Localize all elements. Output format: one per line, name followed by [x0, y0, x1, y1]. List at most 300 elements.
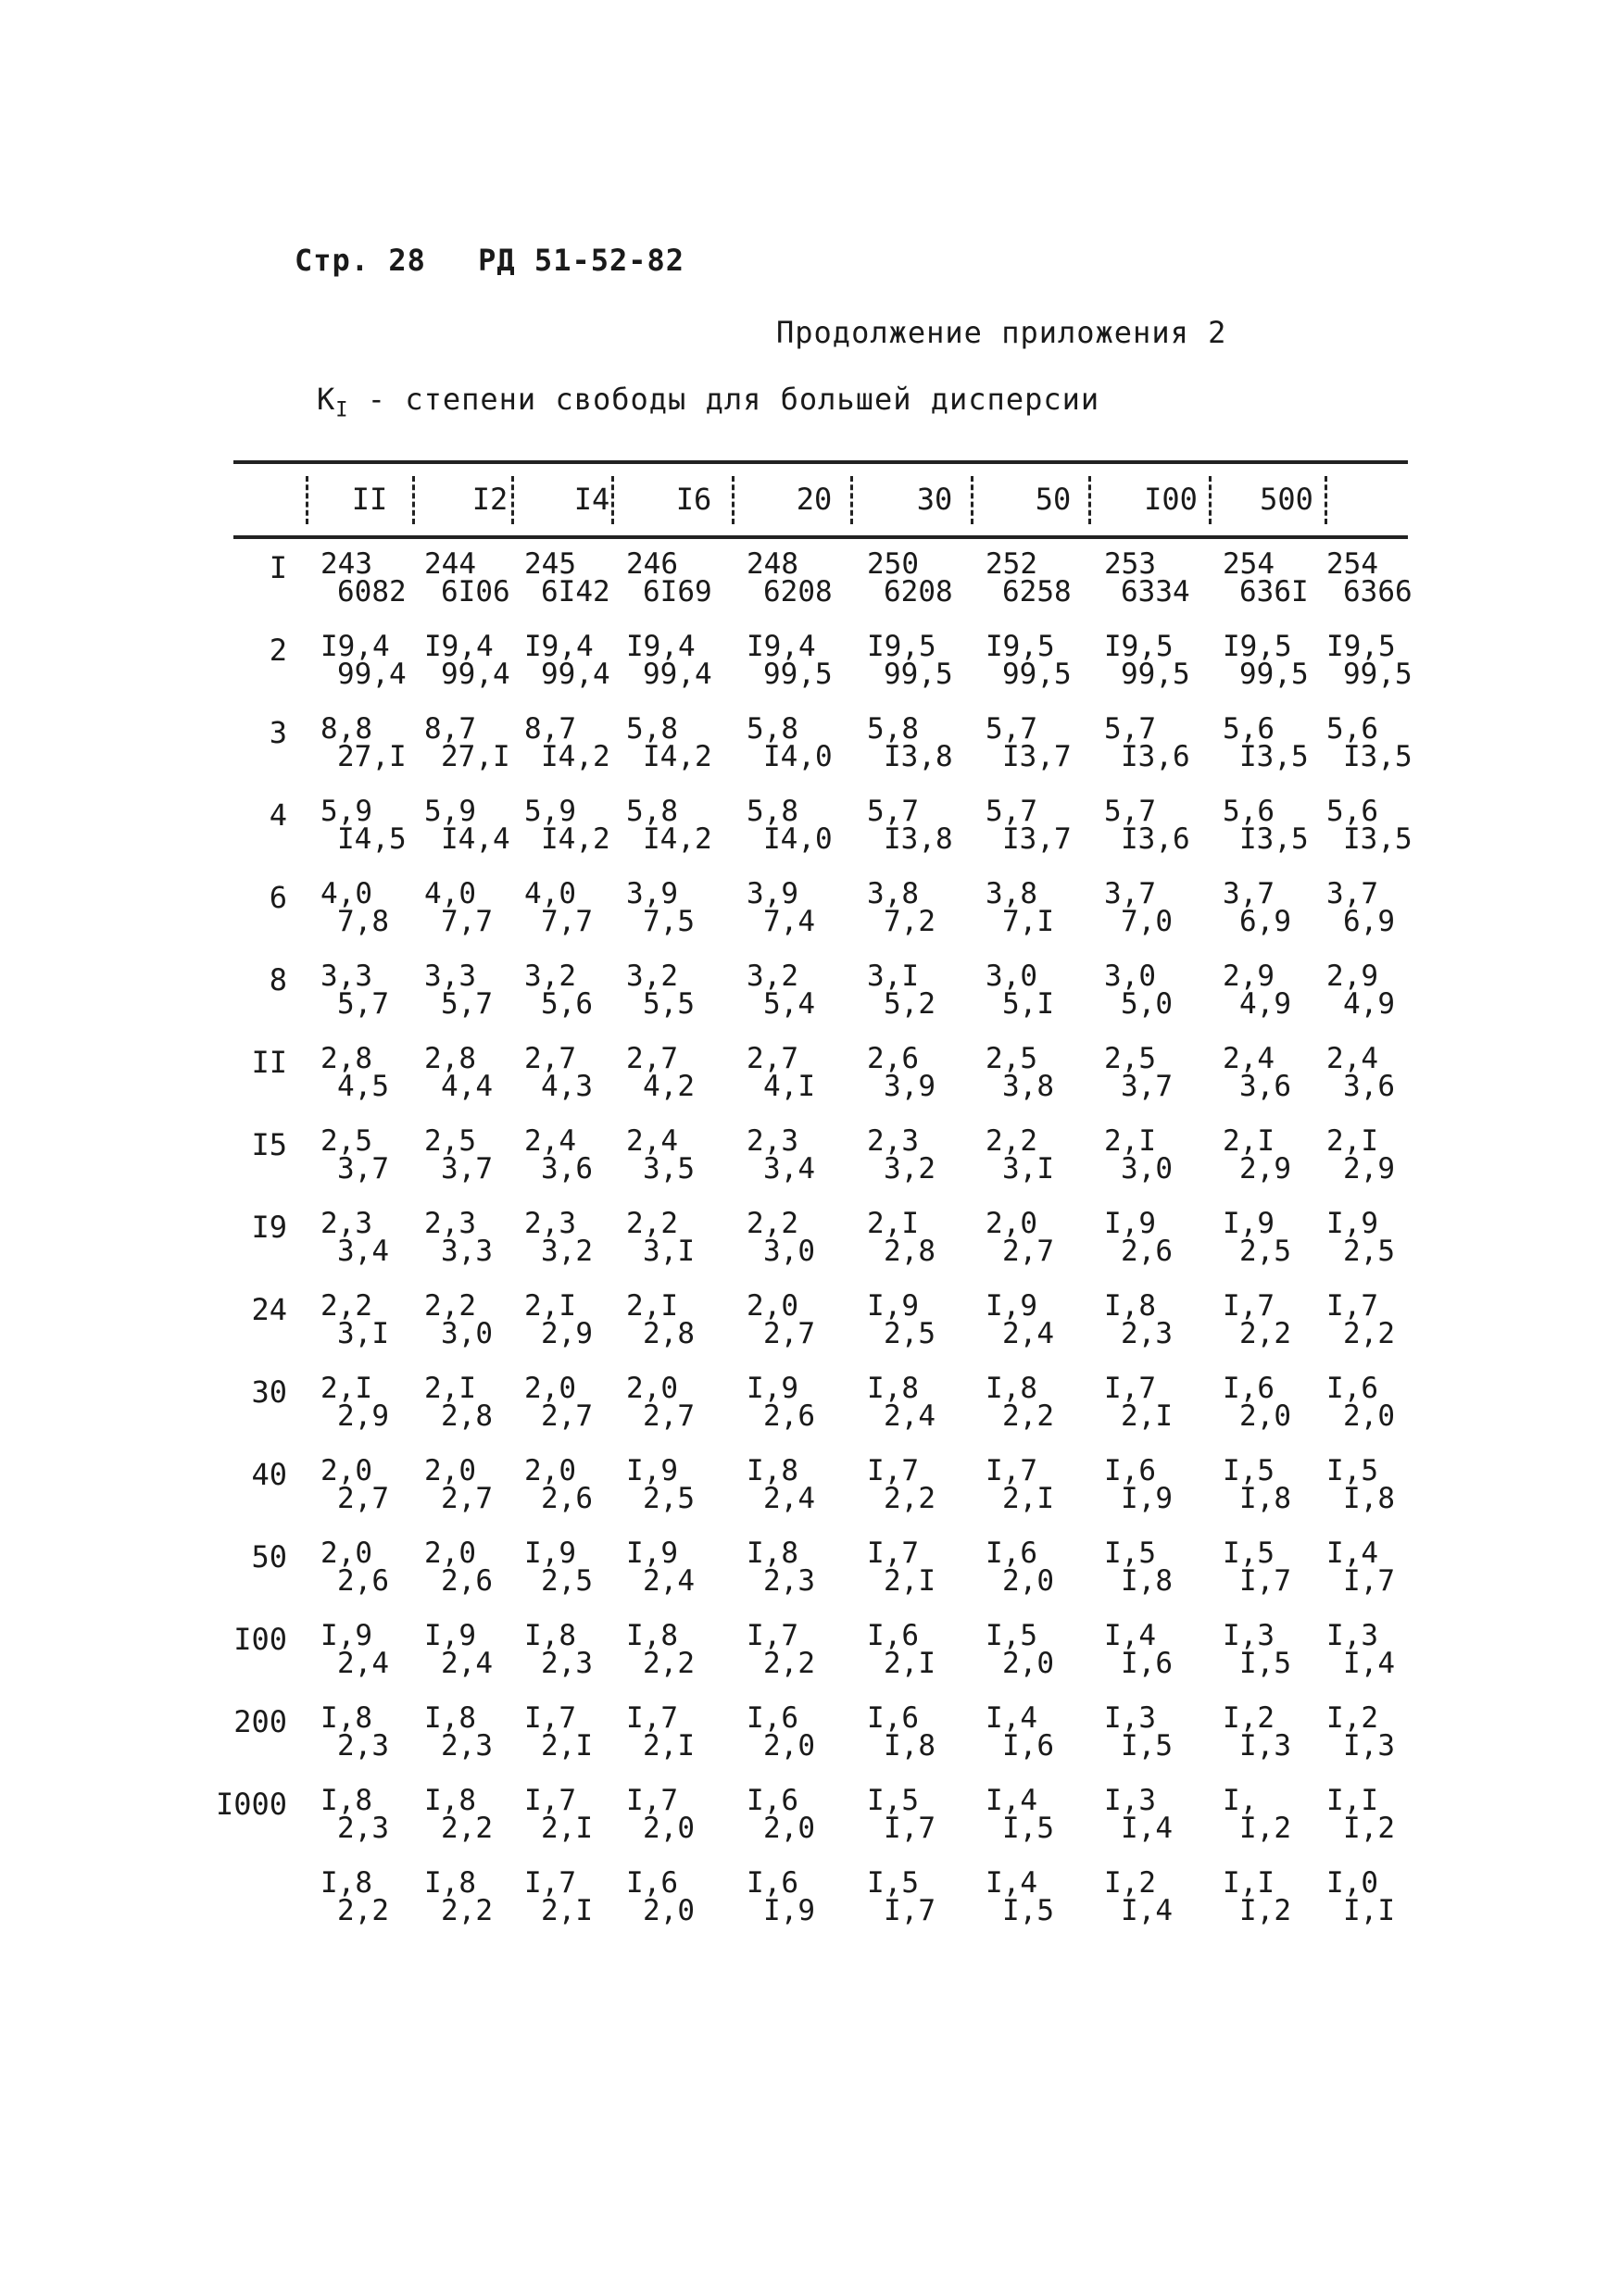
table-cell	[524, 545, 634, 626]
row-label: II	[251, 1045, 287, 1080]
cell-value-5pct: 5,7	[986, 795, 1037, 828]
cell-value-5pct: 3,0	[1104, 960, 1156, 993]
cell-value-5pct: I,9	[747, 1372, 798, 1405]
cell-value-5pct: 2,0	[320, 1537, 372, 1570]
table-cell	[867, 1534, 976, 1615]
table-cell	[320, 1286, 430, 1368]
cell-value-1pct: 2,4	[763, 1482, 815, 1515]
cell-value-5pct: 5,9	[424, 795, 476, 828]
cell-value-1pct: 2,2	[884, 1482, 936, 1515]
table-cell	[524, 1039, 634, 1121]
cell-value-1pct: 2,3	[1121, 1317, 1173, 1350]
cell-value-1pct: I4,4	[441, 822, 510, 856]
table-cell	[626, 545, 735, 626]
cell-value-1pct: 3,6	[541, 1152, 593, 1186]
cell-value-1pct: I4,2	[643, 822, 712, 856]
table-cell	[986, 792, 1095, 873]
cell-value-5pct: I,7	[867, 1537, 919, 1570]
cell-value-5pct: 8,7	[524, 712, 576, 746]
cell-value-1pct: I,3	[1239, 1729, 1291, 1763]
cell-value-5pct: 2,0	[524, 1454, 576, 1487]
cell-value-1pct: 2,0	[763, 1729, 815, 1763]
cell-value-5pct: 2,8	[424, 1042, 476, 1075]
cell-value-1pct: 2,I	[884, 1647, 936, 1680]
cell-value-1pct: 2,0	[763, 1812, 815, 1845]
cell-value-1pct: 2,9	[337, 1399, 389, 1433]
cell-value-1pct: 4,9	[1239, 987, 1291, 1021]
cell-value-5pct: 2,4	[1326, 1042, 1378, 1075]
cell-value-1pct: 2,I	[541, 1729, 593, 1763]
cell-value-1pct: I,5	[1002, 1894, 1054, 1927]
table-cell	[1326, 1369, 1436, 1450]
table-header-rule	[233, 535, 1408, 539]
cell-value-5pct: I,9	[1326, 1207, 1378, 1240]
cell-value-5pct: I9,4	[424, 630, 494, 663]
cell-value-5pct: I,6	[986, 1537, 1037, 1570]
table-cell	[986, 1781, 1095, 1863]
table-row	[206, 957, 1428, 1038]
table-cell	[524, 1781, 634, 1863]
table-cell	[1223, 1451, 1332, 1533]
cell-value-1pct: 99,4	[337, 658, 407, 691]
cell-value-1pct: 2,0	[1343, 1399, 1395, 1433]
table-cell	[867, 1369, 976, 1450]
table-cell	[424, 545, 534, 626]
table-cell	[986, 545, 1095, 626]
table-cell	[1104, 1369, 1213, 1450]
cell-value-5pct: I,5	[867, 1866, 919, 1900]
cell-value-1pct: 3,6	[1343, 1070, 1395, 1103]
table-cell	[867, 792, 976, 873]
cell-value-1pct: I,7	[884, 1894, 936, 1927]
page-header	[295, 243, 718, 278]
cell-value-1pct: 2,0	[1239, 1399, 1291, 1433]
cell-value-1pct: I,8	[884, 1729, 936, 1763]
cell-value-1pct: I3,8	[884, 822, 953, 856]
cell-value-5pct: I,6	[1104, 1454, 1156, 1487]
table-cell	[320, 1863, 430, 1945]
cell-value-5pct: 3,9	[626, 877, 678, 910]
cell-value-1pct: 99,4	[643, 658, 712, 691]
document-code: РД 51-52-82	[478, 243, 685, 278]
cell-value-1pct: 4,5	[337, 1070, 389, 1103]
table-cell	[747, 957, 856, 1038]
cell-value-5pct: 4,0	[320, 877, 372, 910]
cell-value-5pct: 2,5	[1104, 1042, 1156, 1075]
table-cell	[1326, 1451, 1436, 1533]
cell-value-1pct: 2,7	[441, 1482, 493, 1515]
cell-value-1pct: 99,4	[441, 658, 510, 691]
cell-value-5pct: I9,5	[1326, 630, 1396, 663]
cell-value-1pct: I,7	[1343, 1564, 1395, 1598]
table-cell	[1104, 1204, 1213, 1286]
cell-value-1pct: I4,0	[763, 822, 833, 856]
table-cell	[626, 709, 735, 791]
table-cell	[747, 1534, 856, 1615]
table-cell	[320, 1699, 430, 1780]
cell-value-1pct: I,5	[1239, 1647, 1291, 1680]
cell-value-1pct: I,8	[1343, 1482, 1395, 1515]
table-cell	[747, 1369, 856, 1450]
cell-value-5pct: 5,6	[1223, 795, 1275, 828]
cell-value-1pct: 3,I	[643, 1235, 695, 1268]
cell-value-1pct: I4,2	[541, 822, 610, 856]
table-cell	[986, 1699, 1095, 1780]
table-cell	[1223, 1039, 1332, 1121]
table-cell	[524, 1616, 634, 1698]
cell-value-5pct: 5,7	[1104, 795, 1156, 828]
cell-value-1pct: 2,5	[541, 1564, 593, 1598]
cell-value-5pct: 2,I	[1326, 1124, 1378, 1158]
cell-value-1pct: I3,7	[1002, 822, 1072, 856]
table-cell	[320, 957, 430, 1038]
cell-value-5pct: 2,0	[424, 1454, 476, 1487]
table-cell	[626, 1863, 735, 1945]
cell-value-5pct: 5,6	[1223, 712, 1275, 746]
cell-value-1pct: 2,7	[763, 1317, 815, 1350]
cell-value-1pct: I,6	[1002, 1729, 1054, 1763]
column-header-row	[233, 472, 1408, 530]
table-cell	[1326, 1534, 1436, 1615]
table-cell	[626, 1204, 735, 1286]
cell-value-1pct: 7,7	[541, 905, 593, 938]
cell-value-5pct: I9,4	[320, 630, 390, 663]
cell-value-1pct: 2,2	[643, 1647, 695, 1680]
table-cell	[867, 1699, 976, 1780]
cell-value-1pct: 3,2	[884, 1152, 936, 1186]
cell-value-5pct: 2,I	[320, 1372, 372, 1405]
table-cell	[1223, 1616, 1332, 1698]
table-cell	[320, 1039, 430, 1121]
cell-value-5pct: I,8	[747, 1537, 798, 1570]
table-cell	[626, 1616, 735, 1698]
table-cell	[747, 1451, 856, 1533]
cell-value-1pct: I,9	[763, 1894, 815, 1927]
cell-value-5pct: 3,7	[1326, 877, 1378, 910]
cell-value-5pct: 2,I	[626, 1289, 678, 1323]
column-header: II	[351, 482, 388, 517]
cell-value-5pct: 5,6	[1326, 712, 1378, 746]
table-row	[206, 1699, 1428, 1780]
cell-value-1pct: 6366	[1343, 575, 1413, 609]
table-cell	[1223, 1781, 1332, 1863]
table-cell	[524, 1699, 634, 1780]
cell-value-5pct: I,9	[1223, 1207, 1275, 1240]
cell-value-5pct: I,8	[424, 1866, 476, 1900]
table-cell	[320, 1369, 430, 1450]
row-label: I000	[215, 1787, 287, 1822]
cell-value-1pct: I3,6	[1121, 822, 1190, 856]
cell-value-1pct: I,2	[1343, 1812, 1395, 1845]
cell-value-5pct: I,5	[1223, 1537, 1275, 1570]
table-cell	[424, 1451, 534, 1533]
cell-value-1pct: 4,9	[1343, 987, 1395, 1021]
table-cell	[626, 1122, 735, 1203]
table-cell	[1104, 1699, 1213, 1780]
cell-value-1pct: 2,6	[337, 1564, 389, 1598]
cell-value-1pct: I3,5	[1343, 740, 1413, 773]
cell-value-1pct: 4,4	[441, 1070, 493, 1103]
table-row	[206, 1286, 1428, 1368]
table-cell	[986, 1616, 1095, 1698]
table-cell	[320, 1451, 430, 1533]
table-cell	[1104, 545, 1213, 626]
table-row	[206, 874, 1428, 956]
cell-value-1pct: 2,3	[441, 1729, 493, 1763]
table-cell	[1104, 1781, 1213, 1863]
table-cell	[424, 709, 534, 791]
cell-value-1pct: 99,5	[763, 658, 833, 691]
cell-value-5pct: 5,8	[626, 712, 678, 746]
table-cell	[747, 1204, 856, 1286]
cell-value-5pct: 5,7	[986, 712, 1037, 746]
cell-value-5pct: 5,9	[320, 795, 372, 828]
cell-value-1pct: 2,9	[1343, 1152, 1395, 1186]
cell-value-5pct: I,8	[320, 1701, 372, 1735]
cell-value-5pct: I,7	[1326, 1289, 1378, 1323]
cell-value-5pct: 2,2	[747, 1207, 798, 1240]
cell-value-1pct: 27,I	[337, 740, 407, 773]
cell-value-5pct: 2,3	[867, 1124, 919, 1158]
table-cell	[986, 1863, 1095, 1945]
cell-value-1pct: 2,2	[1002, 1399, 1054, 1433]
cell-value-5pct: I,	[1223, 1784, 1258, 1817]
cell-value-1pct: 2,2	[1239, 1317, 1291, 1350]
cell-value-5pct: I,5	[1326, 1454, 1378, 1487]
row-label: 40	[251, 1457, 287, 1492]
table-cell	[1104, 709, 1213, 791]
cell-value-5pct: 253	[1104, 547, 1156, 581]
table-cell	[1223, 792, 1332, 873]
cell-value-5pct: 245	[524, 547, 576, 581]
table-row	[206, 1781, 1428, 1863]
table-row	[206, 1863, 1428, 1945]
table-row	[206, 1369, 1428, 1450]
row-label: 3	[269, 715, 287, 750]
cell-value-1pct: 2,6	[441, 1564, 493, 1598]
cell-value-1pct: 2,8	[441, 1399, 493, 1433]
cell-value-1pct: I3,8	[884, 740, 953, 773]
cell-value-5pct: I,6	[1326, 1372, 1378, 1405]
cell-value-1pct: 2,7	[337, 1482, 389, 1515]
cell-value-5pct: I,7	[524, 1866, 576, 1900]
cell-value-1pct: 2,3	[763, 1564, 815, 1598]
cell-value-1pct: I4,2	[643, 740, 712, 773]
row-label: 24	[251, 1292, 287, 1327]
cell-value-1pct: I,2	[1239, 1894, 1291, 1927]
cell-value-5pct: I9,5	[867, 630, 936, 663]
table-cell	[524, 1451, 634, 1533]
cell-value-1pct: 6258	[1002, 575, 1072, 609]
cell-value-1pct: 5,2	[884, 987, 936, 1021]
table-cell	[626, 874, 735, 956]
cell-value-5pct: I,3	[1104, 1701, 1156, 1735]
cell-value-5pct: I,8	[320, 1784, 372, 1817]
cell-value-5pct: 2,0	[320, 1454, 372, 1487]
table-cell	[986, 1534, 1095, 1615]
cell-value-1pct: 7,7	[441, 905, 493, 938]
table-cell	[986, 1369, 1095, 1450]
table-cell	[747, 627, 856, 709]
table-cell	[1223, 1699, 1332, 1780]
cell-value-5pct: I,7	[867, 1454, 919, 1487]
table-cell	[1326, 792, 1436, 873]
cell-value-5pct: 2,2	[986, 1124, 1037, 1158]
cell-value-1pct: 3,2	[541, 1235, 593, 1268]
cell-value-5pct: 5,8	[747, 712, 798, 746]
cell-value-5pct: 2,0	[626, 1372, 678, 1405]
column-separator	[306, 476, 311, 524]
table-cell	[1104, 627, 1213, 709]
table-cell	[626, 1039, 735, 1121]
table-cell	[986, 1122, 1095, 1203]
cell-value-5pct: I,7	[626, 1784, 678, 1817]
cell-value-5pct: I,8	[626, 1619, 678, 1652]
cell-value-5pct: 2,I	[1104, 1124, 1156, 1158]
cell-value-5pct: 2,0	[986, 1207, 1037, 1240]
cell-value-1pct: 7,4	[763, 905, 815, 938]
cell-value-1pct: I,4	[1343, 1647, 1395, 1680]
table-cell	[524, 1286, 634, 1368]
cell-value-1pct: I,7	[884, 1812, 936, 1845]
cell-value-5pct: I9,5	[1223, 630, 1292, 663]
table-cell	[747, 792, 856, 873]
cell-value-5pct: 3,8	[986, 877, 1037, 910]
cell-value-5pct: I,6	[867, 1701, 919, 1735]
table-cell	[320, 709, 430, 791]
cell-value-1pct: 6334	[1121, 575, 1190, 609]
cell-value-1pct: 7,I	[1002, 905, 1054, 938]
cell-value-5pct: I9,4	[747, 630, 816, 663]
cell-value-5pct: 244	[424, 547, 476, 581]
cell-value-1pct: 2,3	[337, 1729, 389, 1763]
cell-value-5pct: 2,7	[524, 1042, 576, 1075]
table-cell	[424, 792, 534, 873]
cell-value-5pct: 2,3	[524, 1207, 576, 1240]
column-header: 30	[916, 482, 953, 517]
table-cell	[986, 1204, 1095, 1286]
table-cell	[867, 1286, 976, 1368]
cell-value-1pct: 2,2	[441, 1894, 493, 1927]
cell-value-1pct: 2,7	[1002, 1235, 1054, 1268]
cell-value-1pct: I,4	[1121, 1812, 1173, 1845]
table-cell	[747, 1039, 856, 1121]
column-header: I00	[1144, 482, 1198, 517]
cell-value-5pct: I,8	[424, 1784, 476, 1817]
cell-value-1pct: I,8	[1121, 1564, 1173, 1598]
cell-value-5pct: 3,3	[320, 960, 372, 993]
table-cell	[320, 874, 430, 956]
row-label: 6	[269, 880, 287, 915]
cell-value-1pct: 2,7	[643, 1399, 695, 1433]
table-cell	[626, 1451, 735, 1533]
cell-value-1pct: 2,2	[337, 1894, 389, 1927]
table-cell	[1326, 709, 1436, 791]
cell-value-5pct: I,6	[747, 1701, 798, 1735]
table-cell	[1223, 1863, 1332, 1945]
table-cell	[320, 1616, 430, 1698]
cell-value-5pct: 2,6	[867, 1042, 919, 1075]
cell-value-1pct: 3,7	[1121, 1070, 1173, 1103]
table-cell	[626, 792, 735, 873]
cell-value-1pct: 5,5	[643, 987, 695, 1021]
cell-value-5pct: I,7	[524, 1701, 576, 1735]
table-cell	[424, 1204, 534, 1286]
cell-value-5pct: 3,3	[424, 960, 476, 993]
cell-value-5pct: I,0	[1326, 1866, 1378, 1900]
cell-value-1pct: 99,5	[1002, 658, 1072, 691]
row-label: 30	[251, 1374, 287, 1410]
cell-value-5pct: 254	[1223, 547, 1275, 581]
cell-value-1pct: I,9	[1121, 1482, 1173, 1515]
cell-value-1pct: 2,9	[541, 1317, 593, 1350]
column-header: I6	[675, 482, 712, 517]
cell-value-5pct: I,7	[524, 1784, 576, 1817]
cell-value-5pct: I,2	[1104, 1866, 1156, 1900]
table-cell	[867, 1616, 976, 1698]
table-cell	[1223, 1122, 1332, 1203]
cell-value-1pct: 5,0	[1121, 987, 1173, 1021]
table-cell	[986, 627, 1095, 709]
cell-value-5pct: I,6	[747, 1784, 798, 1817]
cell-value-5pct: 2,9	[1223, 960, 1275, 993]
table-cell	[524, 1122, 634, 1203]
cell-value-5pct: I9,5	[986, 630, 1055, 663]
cell-value-5pct: I,7	[1223, 1289, 1275, 1323]
table-cell	[867, 1039, 976, 1121]
cell-value-1pct: I,5	[1002, 1812, 1054, 1845]
row-label: 8	[269, 962, 287, 997]
cell-value-1pct: 2,I	[1121, 1399, 1173, 1433]
cell-value-1pct: 6I42	[541, 575, 610, 609]
continuation-note: Продолжение приложения 2	[776, 315, 1227, 350]
table-cell	[867, 545, 976, 626]
cell-value-5pct: I,4	[986, 1784, 1037, 1817]
row-label: 50	[251, 1539, 287, 1575]
cell-value-5pct: 2,I	[524, 1289, 576, 1323]
table-cell	[867, 627, 976, 709]
table-cell	[424, 957, 534, 1038]
cell-value-5pct: 5,6	[1326, 795, 1378, 828]
cell-value-1pct: 2,I	[541, 1812, 593, 1845]
table-cell	[1326, 1286, 1436, 1368]
table-cell	[1326, 627, 1436, 709]
cell-value-5pct: 3,9	[747, 877, 798, 910]
cell-value-1pct: 2,6	[541, 1482, 593, 1515]
cell-value-5pct: I,9	[424, 1619, 476, 1652]
table-cell	[1223, 1369, 1332, 1450]
table-cell	[424, 1863, 534, 1945]
table-cell	[424, 1039, 534, 1121]
cell-value-1pct: 6I69	[643, 575, 712, 609]
table-cell	[524, 1204, 634, 1286]
cell-value-1pct: 3,0	[1121, 1152, 1173, 1186]
cell-value-1pct: 3,6	[1239, 1070, 1291, 1103]
cell-value-5pct: I,5	[867, 1784, 919, 1817]
table-cell	[986, 709, 1095, 791]
table-cell	[867, 709, 976, 791]
cell-value-1pct: 6082	[337, 575, 407, 609]
table-row	[206, 627, 1428, 709]
table-cell	[424, 1286, 534, 1368]
cell-value-1pct: 5,4	[763, 987, 815, 1021]
cell-value-1pct: 3,I	[337, 1317, 389, 1350]
cell-value-5pct: I,9	[626, 1537, 678, 1570]
cell-value-1pct: I3,5	[1239, 740, 1309, 773]
cell-value-1pct: 2,0	[1002, 1564, 1054, 1598]
cell-value-5pct: 3,7	[1223, 877, 1275, 910]
column-header: I4	[573, 482, 610, 517]
